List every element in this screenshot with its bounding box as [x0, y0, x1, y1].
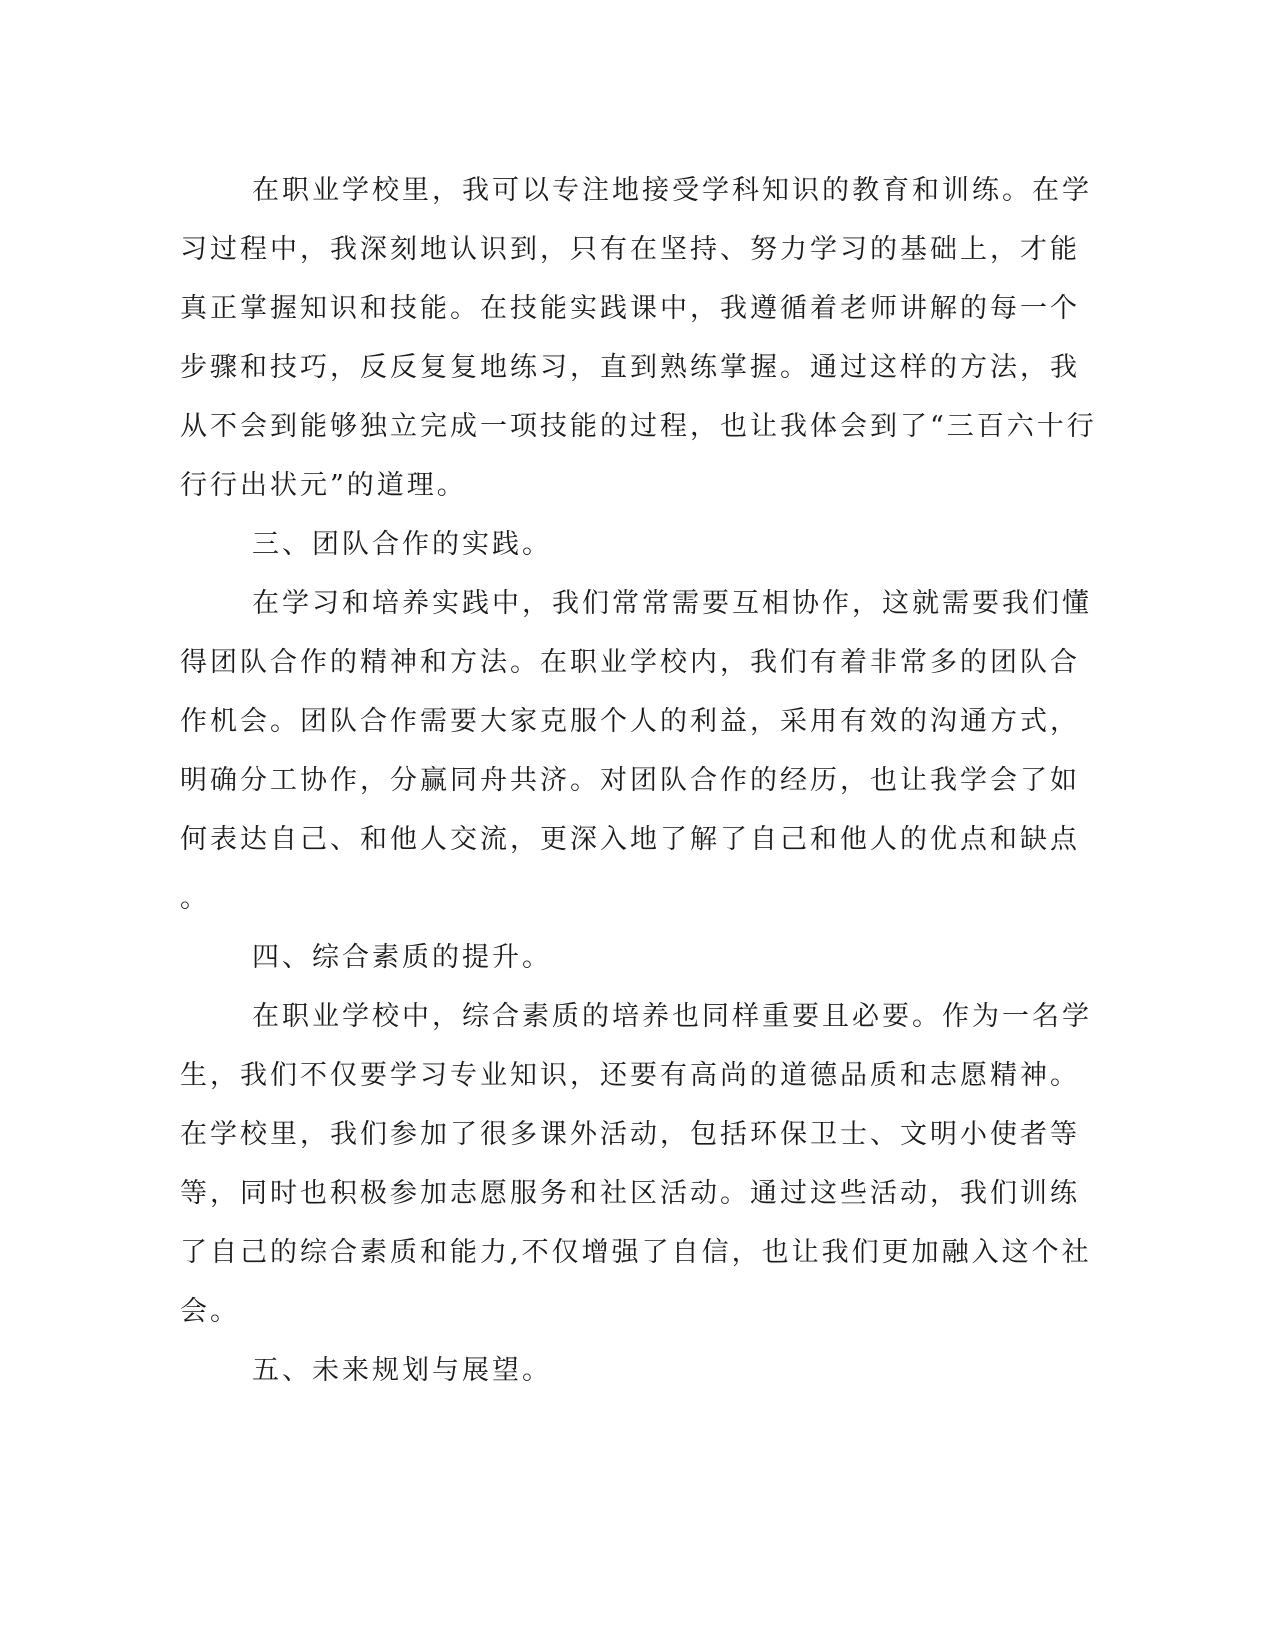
paragraph-line: 在学习和培养实践中，我们常常需要互相协作，这就需要我们懂: [252, 588, 1092, 619]
section-heading: 三、团队合作的实践。: [252, 529, 552, 560]
paragraph-line: 在职业学校中，综合素质的培养也同样重要且必要。作为一名学: [252, 1001, 1092, 1032]
paragraph-line: 何表达自己、和他人交流，更深入地了解了自己和他人的优点和缺点: [180, 824, 1080, 855]
section-heading: 四、综合素质的提升。: [252, 942, 552, 973]
paragraph-line: 得团队合作的精神和方法。在职业学校内，我们有着非常多的团队合: [180, 647, 1080, 678]
paragraph-line: 。: [180, 883, 210, 914]
paragraph-line: 等，同时也积极参加志愿服务和社区活动。通过这些活动，我们训练: [180, 1178, 1080, 1209]
paragraph-line: 真正掌握知识和技能。在技能实践课中，我遵循着老师讲解的每一个: [180, 293, 1080, 324]
paragraph-line: 行行出状元”的道理。: [180, 470, 467, 501]
paragraph-line: 习过程中，我深刻地认识到，只有在坚持、努力学习的基础上，才能: [180, 234, 1080, 265]
paragraph-line: 会。: [180, 1296, 240, 1327]
document-body: [180, 161, 1097, 1400]
paragraph-line: 在职业学校里，我可以专注地接受学科知识的教育和训练。在学: [252, 175, 1092, 206]
paragraph-line: 生，我们不仅要学习专业知识，还要有高尚的道德品质和志愿精神。: [180, 1060, 1080, 1091]
section-heading: 五、未来规划与展望。: [252, 1355, 552, 1386]
paragraph-line: 步骤和技巧，反反复复地练习，直到熟练掌握。通过这样的方法，我: [180, 352, 1080, 383]
paragraph-line: 了自己的综合素质和能力,不仅增强了自信，也让我们更加融入这个社: [180, 1237, 1092, 1268]
paragraph-line: 作机会。团队合作需要大家克服个人的利益，采用有效的沟通方式，: [180, 706, 1080, 737]
paragraph-line: 在学校里，我们参加了很多课外活动，包括环保卫士、文明小使者等: [180, 1119, 1080, 1150]
paragraph-line: 明确分工协作，分赢同舟共济。对团队合作的经历，也让我学会了如: [180, 765, 1080, 796]
paragraph-line: 从不会到能够独立完成一项技能的过程，也让我体会到了“三百六十行: [180, 411, 1097, 442]
